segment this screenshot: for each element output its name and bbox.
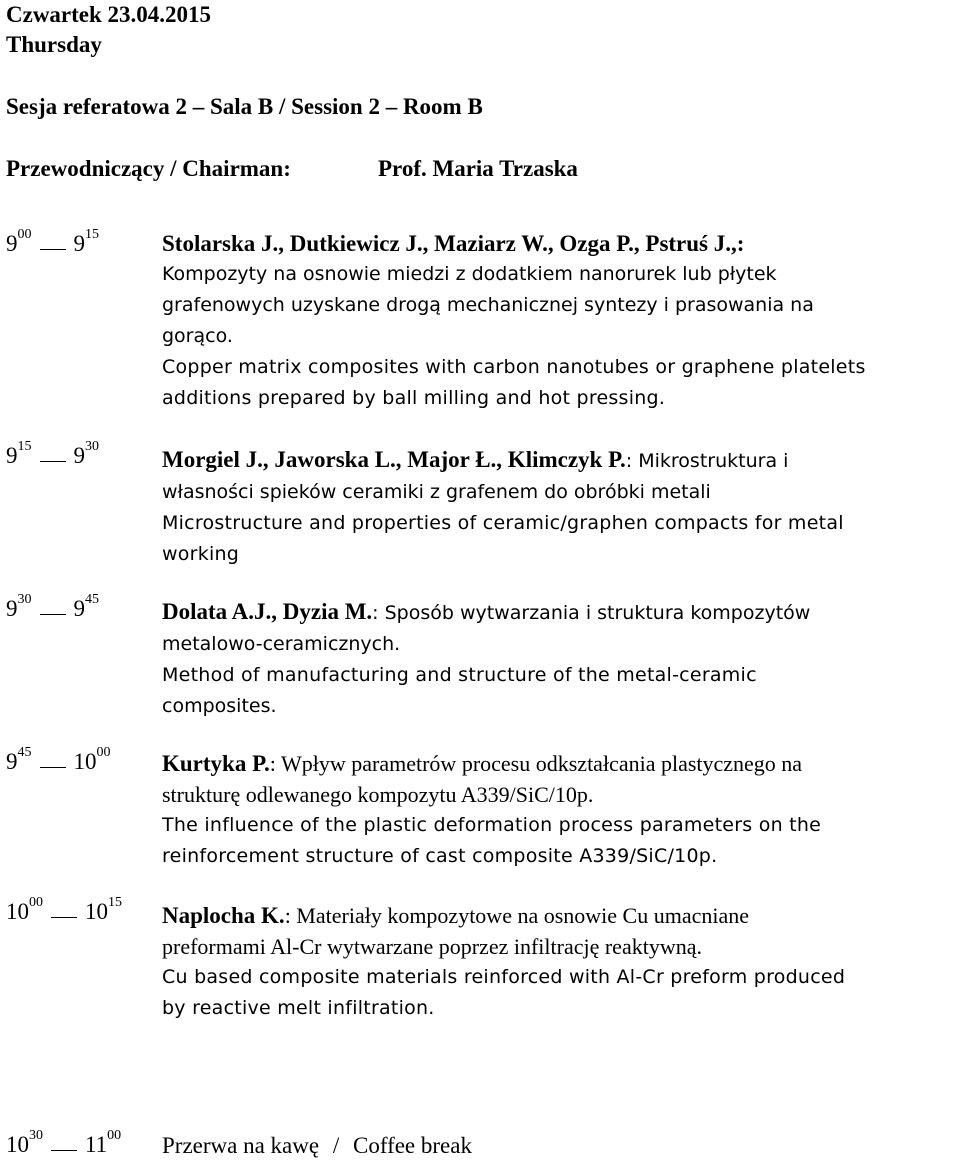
talk-title-en: working bbox=[162, 543, 240, 565]
break-label-en: Coffee break bbox=[352, 1133, 472, 1158]
time-slot: $9^{15}$ $9^{30}$ bbox=[6, 439, 99, 468]
talk-authors: Naplocha K. bbox=[162, 903, 285, 928]
talk-title-pl: Kompozyty na osnowie miedzi z dodatkiem nanorurek lub płytek bbox=[162, 263, 777, 285]
talk-entry bbox=[162, 900, 957, 1024]
talk-title-pl: : Materiały kompozytowe na osnowie Cu umacniane bbox=[284, 903, 750, 928]
break-time-slot: $10^{30}$ $11^{00}$ bbox=[6, 1128, 122, 1157]
talk-authors: Morgiel J., Jaworska L., Major Ł., Klimczyk P. bbox=[162, 447, 626, 472]
talk-title-pl: preformami Al-Cr wytwarzane poprzez infiltrację reaktywną. bbox=[162, 934, 702, 959]
talk-title-pl: grafenowych uzyskane drogą mechanicznej syntezy i prasowania na bbox=[162, 294, 814, 316]
talk-authors: Dolata A.J., Dyzia M. bbox=[162, 599, 373, 624]
time-slot: $9^{45}$ $10^{00}$ bbox=[6, 745, 111, 774]
talk-title-en: additions prepared by ball milling and hot pressing. bbox=[162, 387, 666, 409]
talk-title-pl: metalowo-ceramicznych. bbox=[162, 633, 401, 655]
time-slot: $10^{00}$ $10^{15}$ bbox=[6, 895, 122, 924]
talk-title-en: The influence of the plastic deformation process parameters on the bbox=[162, 814, 822, 836]
talk-authors: Stolarska J., Dutkiewicz J., Maziarz W., Ozga P., Pstruś J.,: bbox=[162, 231, 745, 256]
talk-entry bbox=[162, 228, 957, 414]
break-divider: / bbox=[332, 1133, 340, 1158]
day-heading: Thursday bbox=[6, 32, 102, 57]
talk-title-en: Microstructure and properties of ceramic/graphen compacts for metal bbox=[162, 512, 844, 534]
talk-authors: Kurtyka P. bbox=[162, 751, 270, 776]
talk-entry bbox=[162, 748, 957, 872]
date-heading: Czwartek 23.04.2015 bbox=[6, 2, 212, 27]
talk-title-en: reinforcement structure of cast composite A339/SiC/10p. bbox=[162, 845, 718, 867]
talk-title-pl: : Mikrostruktura i bbox=[625, 450, 789, 472]
talk-title-en: Cu based composite materials reinforced with Al-Cr preform produced bbox=[162, 966, 846, 988]
talk-title-pl: gorąco. bbox=[162, 325, 233, 347]
talk-title-pl: : Sposób wytwarzania i struktura kompozytów bbox=[372, 602, 811, 624]
time-slot: $9^{00}$ $9^{15}$ bbox=[6, 227, 99, 256]
talk-title-en: Method of manufacturing and structure of the metal-ceramic bbox=[162, 664, 757, 686]
time-slot: $9^{30}$ $9^{45}$ bbox=[6, 592, 99, 621]
talk-entry bbox=[162, 596, 957, 722]
talk-title-en: Copper matrix composites with carbon nanotubes or graphene platelets bbox=[162, 356, 866, 378]
chair-name: Prof. Maria Trzaska bbox=[378, 156, 578, 181]
break-entry bbox=[162, 1130, 957, 1161]
break-label-pl: Przerwa na kawę bbox=[162, 1133, 320, 1158]
chair-label: Przewodniczący / Chairman: bbox=[6, 156, 291, 181]
talk-title-en: composites. bbox=[162, 695, 277, 717]
talk-title-pl: własności spieków ceramiki z grafenem do obróbki metali bbox=[162, 481, 711, 503]
session-heading: Sesja referatowa 2 – Sala B / Session 2 – Room B bbox=[6, 94, 483, 119]
talk-title-en: by reactive melt infiltration. bbox=[162, 997, 435, 1019]
talk-entry bbox=[162, 444, 957, 570]
talk-title-pl: strukturę odlewanego kompozytu A339/SiC/10p. bbox=[162, 782, 594, 807]
talk-title-pl: : Wpływ parametrów procesu odkształcania plastycznego na bbox=[269, 751, 803, 776]
